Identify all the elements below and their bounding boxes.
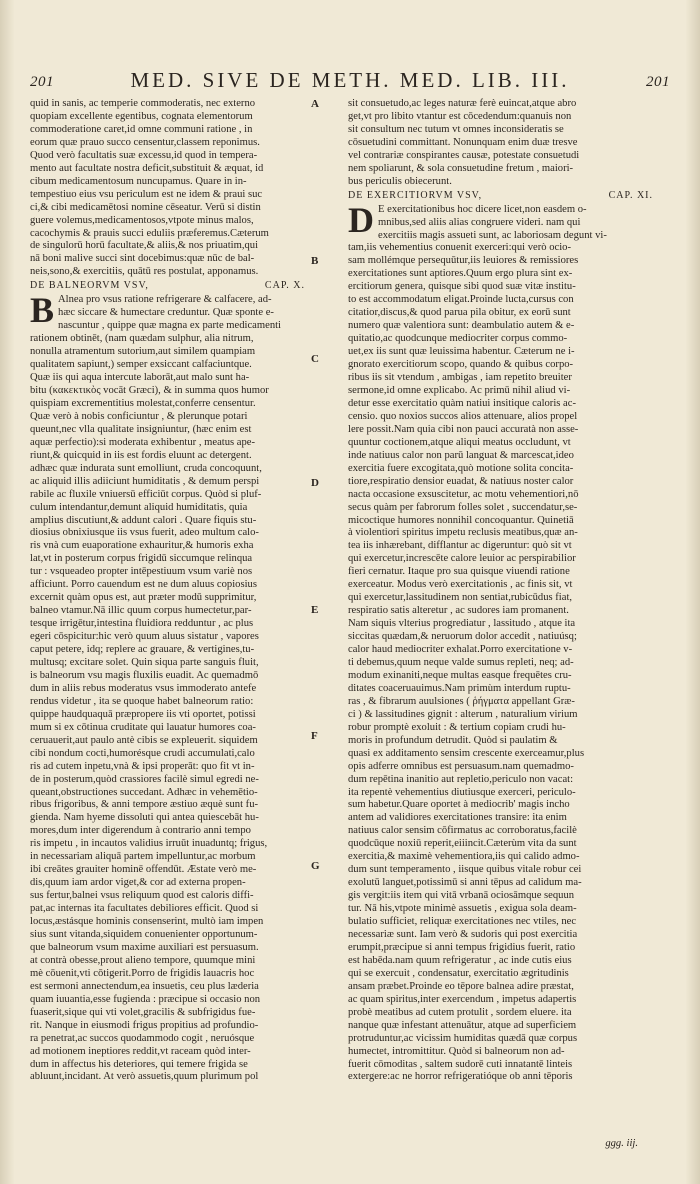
text-line: detur esse exercitatio quàm natiui insitique caloris ac- <box>348 397 576 409</box>
text-line: ribus iis sit vtendum , ambigas , iam repetito breuiter <box>348 372 572 384</box>
text-line: tam,iis vehementius conuenit exerceri:qui verò ocio- <box>348 242 571 254</box>
chapter-number: CAP. X. <box>264 280 305 292</box>
text-line: ita repentè vehementius diutiusque exerceri, periculo- <box>348 786 576 798</box>
section-title: DE BALNEORVM VSV, <box>30 280 149 292</box>
text-line: bulatio sufficiet, reliquæ exercitationes nec vtiles, nec <box>348 916 577 928</box>
text-line: est sermoni annectendum,ea insuetis, ceu plus læderia <box>30 980 259 992</box>
text-line: mnibus,sed aliis alias congruere videri. nam qui <box>378 216 581 228</box>
text-line: à violentiori spiritus impetu reclusis meatibus,quæ an- <box>348 527 578 539</box>
text-line: tea iis inhærebant, difflantur ac digeruntur: quò sit vt <box>348 540 572 552</box>
text-line: inde natiuus calor non parū languat & marcescat,ideo <box>348 449 574 461</box>
page-edge-left <box>0 0 14 1184</box>
text-line: natiuus calor sensim cōfirmatus ac corroboratus,facilè <box>348 825 577 837</box>
text-line: quid in sanis, ac temperie commoderatis, nec externo <box>30 98 256 109</box>
text-line: sum habetur.Quare oportet à mediocrib' magis incho <box>348 799 570 811</box>
text-line: ras , & fibrarum auulsiones ( ῥήγματα appellant Græ- <box>348 695 575 707</box>
text-line: calor haud mediocriter exhalat.Porro exercitatione v- <box>348 644 573 656</box>
text-line: tur. Nā his,vtpote minimè assuetis , exigua sola deam- <box>348 903 577 915</box>
margin-marker-a: A <box>311 98 319 110</box>
text-line: lere possit.Nam quia cibi non pauci accuratà non asse- <box>348 423 579 435</box>
text-line: sermone,id omne explicabo. Ac primū nihil aliud vi- <box>348 384 571 396</box>
text-line: quodcūque noxiū reperit,eiiincit.Cæterùm vita da sunt <box>348 838 577 850</box>
text-line: numero quæ valentiora sunt: deambulatio autem & e- <box>348 320 575 332</box>
running-title: MED. SIVE DE METH. MED. LIB. III. <box>130 68 570 92</box>
text-line: exercitiis magis assueti sunt, ac laboriosam degunt vi- <box>378 229 607 241</box>
text-line: nā boni malive succi sint docebimus:quæ nūc de bal- <box>30 253 255 265</box>
text-line: rationem obtinēt, (nam quædam sulphur, alia nitrum, <box>30 333 254 345</box>
text-line: ibi creātes grauiter hominē offendūt. Æstate verò me- <box>30 864 257 876</box>
text-line: quippe haudquaquā præpropere iis vti oportet, potissi <box>30 708 256 720</box>
text-line: tesque irrigētur,intestina fluidiora redduntur , ac plus <box>30 618 254 630</box>
text-line: to est accommodatum eligat.Proinde lucta,cursus con <box>348 294 574 306</box>
text-line: cibi nondum cocti,humorésque crudi accumulati,calo <box>30 747 255 759</box>
drop-capital: B <box>30 290 55 331</box>
text-line: hæc siccare & humectare creduntur. Quæ sponte e- <box>58 307 274 319</box>
margin-marker-e: E <box>311 604 319 616</box>
text-line: protruduntur,ac vicissim humiditas quædā quæ corpus <box>348 1032 578 1044</box>
margin-marker-b: B <box>311 255 319 267</box>
text-line: pat,ac internas ita facultates debiliores efficit. Quod si <box>30 903 259 915</box>
text-line: humectet, intromittitur. Quòd si balneorum non ad- <box>348 1045 565 1057</box>
text-line: ribus frigoribus, & anni tempore æstiuo æquè sunt fu- <box>30 799 259 811</box>
text-line: Quæ verò à nobis conficiuntur , & plerunque potari <box>30 410 248 422</box>
text-line: que balneorum vsum maxime auxiliari est persuasum. <box>30 941 259 953</box>
text-line: ceruauerit,aut paulo antè cibis se expleuerit. siquidem <box>30 734 258 746</box>
margin-marker-f: F <box>311 730 318 742</box>
text-line: excernit quàm opus est, aut præter modū supprimitur, <box>30 592 257 604</box>
text-line: qui exercetur,lassitudinem non sentiat,rubicūdus fiat, <box>348 592 573 604</box>
text-line: quuntur coctionem,atque aliqui meatus occludunt, vt <box>348 436 571 448</box>
text-line: commoderatione caret,id omne communi ratione , in <box>30 123 253 135</box>
text-line: respiratio satis alteretur , ac sudores iam promanent. <box>348 605 569 617</box>
text-line: vel contrariæ conspirantes causæ, potestate consuetudi <box>348 149 580 161</box>
text-line: Nam siquis vlterius progrediatur , lassitudo , atque ita <box>348 618 576 630</box>
text-line: dis,quum iam ardor viget,& cor ad externa propen- <box>30 877 246 889</box>
text-line: citatior,discus,& quod parua pila obitur, ex eorū sunt <box>348 307 571 319</box>
text-line: lat,vt in posterum corpus frigidū siccumque relinqua <box>30 553 253 565</box>
text-line: gienda. Nam hyeme dissoluti qui antea quiescebāt hu- <box>30 812 259 824</box>
text-line: ci,& cibi medicamētosi nomine cēseatur. Verū si distin <box>30 201 261 213</box>
text-line: nem spoliarunt, & sola consuetudine fretum , maiori- <box>348 162 574 174</box>
text-line: de in posterum,quòd crassiores facilè simul egredi ne- <box>30 773 259 785</box>
text-line: exerceatur. Modus verò exercitationis , ac finis sit, vt <box>348 579 573 591</box>
text-line: amplius discutiunt,& addunt calori . Quare fiquis stu- <box>30 514 257 526</box>
text-line: quasi ex additamento sensim crescente exerceamur,plus <box>348 747 585 759</box>
text-line: tur : vsqueadeo propter intēpestiuum vsum variè nos <box>30 566 253 578</box>
catchword: ggg. iij. <box>605 1138 638 1149</box>
page-edge-right <box>686 0 700 1184</box>
text-line: nacta occasione exsuscitetur, ac motu vehementiori,nō <box>348 488 579 500</box>
text-line: rit. Nanque in eiusmodi frigus propitius ad profundio- <box>30 1019 259 1031</box>
text-line: fuaserit,sique qui vti volet,gracilis & subfrigidus fue- <box>30 1006 256 1018</box>
text-line: nascuntur , quippe quæ magna ex parte medicamenti <box>58 320 282 332</box>
text-line: ris impetu , in incautos validius irruūt inuaduntq; frigus, <box>30 838 268 850</box>
text-line: queant,obstructiones succedant. Adhæc in vehemētio- <box>30 786 258 798</box>
text-line: rendus videtur , ita se quoque habet balneorum ratio: <box>30 695 254 707</box>
text-line: antem ad validiores exercitationes transire: ita enim <box>348 812 567 824</box>
section-heading-balneorum <box>30 280 305 293</box>
text-line: egeri cōspicitur:hic verò quum aluus sistatur , vapores <box>30 631 259 643</box>
text-line: ansam præbet.Proinde eo tēpore balnea adire præstat, <box>348 980 574 992</box>
text-line: exercitationes sunt aptiores.Quum ergo plura sint ex- <box>348 268 573 280</box>
folio-right: 201 <box>646 74 670 90</box>
right-column <box>348 98 653 1138</box>
section-title: DE EXERCITIORVM VSV, <box>348 189 483 201</box>
text-line: mores,dum inter digerendum à contrario anni tempo <box>30 825 251 837</box>
text-line: uet,ex iis sunt quæ leuissima habentur. Cæterum ne i- <box>348 346 575 358</box>
text-line: quam iuuantia,esse fugienda : præcipue si occasio non <box>30 993 261 1005</box>
section-heading-exercitiorum <box>348 190 653 203</box>
text-line: siccitas quædam,& neruorum dolor accedit , natiuúsq; <box>348 631 577 643</box>
text-line: cibum medicamentosum nuncupamus. Quare in in- <box>30 175 247 187</box>
text-line: sit consuetudo,ac leges naturæ ferè euincat,atque abro <box>348 98 577 109</box>
text-line: ad motionem ineptiores reddit,vt raceam quòd inter- <box>30 1045 251 1057</box>
left-column <box>30 98 305 1138</box>
text-line: qui exercetur,increscēte calore leuior ac perspirabilior <box>348 553 576 565</box>
text-line: rabile ac fluxile vniuersū efficiūt corpus. Quòd si pluf- <box>30 488 262 500</box>
text-line: bitu (κακεκτικὸς vocāt Græci), & in summa quos humor <box>30 384 269 396</box>
text-line: extergere:ac ne horror refrigeratióque ob anni tēporis <box>348 1071 573 1083</box>
text-line: adhæc quæ indurata sunt emolliunt, cruda concoquunt, <box>30 462 262 474</box>
text-line: ac quam spiritus,inter exercendum , impetus adapertis <box>348 993 577 1005</box>
text-line: ris vnà cum euaporatione exhauritur,& humoris exha <box>30 540 254 552</box>
text-line: mento aut facultate nostra deficit,substituit & æquat, id <box>30 162 264 174</box>
text-line: at contrà obesse,prout alieno tempore, quumque mini <box>30 954 256 966</box>
text-line: tempestiuo eius vsu periculum est ne idem & praui suc <box>30 188 263 200</box>
text-line: queunt,nec vlla qualitate insigniuntur, (hæc enim est <box>30 423 252 435</box>
text-line: caput petere, idq; replere ac grauare, & vertigines,tu- <box>30 644 255 656</box>
text-line: sit consultum nec tutum vt omnes inconsideratis se <box>348 123 564 135</box>
text-line: est habēda.nam quum refrigeratur , ac inde cutis eius <box>348 954 572 966</box>
text-line: dum repētina inanitio aut repletio,periculo non vacat: <box>348 773 574 785</box>
text-line: sus fertur,balnei vsus reliquum quod est caloris diffi- <box>30 890 254 902</box>
text-line: necessariæ sunt. Iam verò & sudoris qui post exercitia <box>348 929 578 940</box>
text-line: robur promptè exoluit : & tertium copiam crudi hu- <box>348 721 566 733</box>
text-line: in necessariam aliquā partem impelluntur,ac morbum <box>30 851 256 863</box>
text-line: is balneorum vsu magis fluxilis euadit. Ac quemadmō <box>30 669 259 681</box>
text-line: nanque quæ infestant attenuātur, atque ad superficiem <box>348 1019 577 1031</box>
text-line: ti debemus,quum neque valde sumus repleti, neq; ad- <box>348 656 574 668</box>
text-line: ci ) & lassitudines gignit : alterum , naturalium virium <box>348 708 578 720</box>
text-line: bus periculis obiecerunt. <box>348 175 452 187</box>
text-line: guere volemus,medicamentosos,vtpote minus malos, <box>30 214 254 226</box>
text-line: dum sunt temperamento , iisque quibus vitale robur cei <box>348 864 582 876</box>
text-line: exercitia fuere excogitata,quò motione solita concita- <box>348 462 574 474</box>
text-line: moris in profundum detrudit. Quòd si paulatim & <box>348 734 558 746</box>
text-line: de singulorū horū facultate,& aliis,& nos priuatim,qui <box>30 240 259 252</box>
text-line: Alnea pro vsus ratione refrigerare & calfacere, ad- <box>58 294 272 306</box>
text-line: balneo vtamur.Nā illic quum corpus humectetur,par- <box>30 605 252 617</box>
text-line: quitatio,ac quodcunque mediocriter corpus commo- <box>348 333 568 345</box>
text-line: mè cōuenit,vti cōtigerit.Porro de frigidis lauacris hoc <box>30 967 255 979</box>
folio-left: 201 <box>30 74 54 90</box>
text-line: tiore,respiratio densior euadat, & natiuus noster calor <box>348 475 574 487</box>
text-line: exercitia,& maximè vehementiora,iis qui calido admo- <box>348 851 580 863</box>
text-line: micoctique humores nonnihil concoquantur. Quinetiā <box>348 514 574 526</box>
text-line: eorum quæ prauo succo censentur,classem reponimus. <box>30 136 260 148</box>
text-line: fieri cernatur. Itaque pro sua quisque viuendi ratione <box>348 566 570 578</box>
text-line: locus,æstásque hominis consenserint, multò iam impen <box>30 916 264 928</box>
text-line: riunt,& quicquid in iis est fordis eluunt ac detergent. <box>30 449 252 461</box>
text-line: ac aliquid illis adiiciunt humiditatis , & demum perspi <box>30 475 260 487</box>
text-line: gnorato exercitiorum scopo, quando & quibus corpo- <box>348 359 574 371</box>
text-line: mum si ex cōtinua cruditate qui lauatur humores coa- <box>30 721 256 733</box>
text-line: E exercitationibus hoc dicere licet,non easdem o- <box>378 203 587 215</box>
text-line: ercitiorum genera, quisque sibi quod suæ vitæ institu- <box>348 281 576 293</box>
text-line: modum exinaniti,neque multas easque frequētes cru- <box>348 669 572 681</box>
text-line: multusq; excitare solet. Quin siqua parte sanguis fluit, <box>30 656 259 668</box>
text-line: quopiam excellente egentibus, cognata elementorum <box>30 110 253 122</box>
text-line: sam mollémque persequūtur,iis leuiores & remissiores <box>348 255 579 267</box>
text-line: quispiam excrementitius molestat,conferre censentur. <box>30 397 256 409</box>
text-line: fuerit cōmoditas , saltem sudorē cuti innatantē linteis <box>348 1058 573 1070</box>
text-line: cōsuetudini committant. Nonunquam enim duæ tresve <box>348 136 578 148</box>
text-line: exolutū languet,potissimū si anni tēpus ad calidum ma- <box>348 877 582 889</box>
text-line: qui se exercuit , condensatur, exercitatio ægritudinis <box>348 967 569 979</box>
text-line: get,vt pro libito vtantur est cōcedendum:quanuis non <box>348 110 572 122</box>
text-line: cacochymis & prauis succi eduliis præferemus.Cæterum <box>30 227 269 239</box>
text-line: dum in aliis rebus moderatus vsus immoderato antefe <box>30 682 257 694</box>
text-line: gis vergit:iis item qui vitā vrbanā ociosāmque sequun <box>348 890 575 902</box>
text-line: Quæ iis qui aqua intercute laborāt,aut malo sunt ha- <box>30 372 250 384</box>
text-line: ditates coaceruauimus.Nam primùm interdum ruptu- <box>348 682 571 694</box>
text-line: nonulla atramentum sutorium,aut similem quampiam <box>30 346 256 358</box>
text-line: aquæ perfectio):si moderata exhibentur , meatus ape- <box>30 436 256 448</box>
text-line: erumpit,præcipue si anni tempus frigidius fuerit, ratio <box>348 941 576 953</box>
text-line: sius sunt vitanda,siquidem conuenienter opportunum- <box>30 929 258 940</box>
text-line: dum in affectus his deteriores, qui temere frigida se <box>30 1058 248 1070</box>
text-line: afficiunt. Porro cauendum est ne dum aluus copiosius <box>30 579 257 591</box>
margin-marker-c: C <box>311 353 319 365</box>
page-header <box>30 68 670 96</box>
text-line: probè meatibus ad cutem protulit , sordem eluere. ita <box>348 1006 572 1018</box>
text-line: neis,sono,& exercitiis, quātū res postulat, apponamus. <box>30 266 259 278</box>
text-line: censio. quo noxios succos alios attenuare, alios propel <box>348 410 578 422</box>
text-line: ris ad cutem inpetu,vnà & ipsi properāt: quo fit vt in- <box>30 760 255 772</box>
text-line: qualitatem sapiunt,) semper exsiccant calfaciuntque. <box>30 359 252 371</box>
drop-capital: D <box>348 199 374 240</box>
text-line: culum intendantur,demunt aliquid humiditatis, quia <box>30 501 248 513</box>
text-line: abluunt,incidant. At verò assuetis,quum plurimum pol <box>30 1071 259 1083</box>
chapter-number: CAP. XI. <box>608 189 653 201</box>
text-line: ra penetrat,ac succos quodammodo cogit , neruósque <box>30 1032 255 1044</box>
text-line: Quod verò facultatis suæ excessu,id quod in tempera- <box>30 149 258 161</box>
text-line: diosius obnixiusque iis vsus fuerit, adeo multum calo- <box>30 527 259 539</box>
text-line: opis adferre omnibus est persuasum.nam quemadmo- <box>348 760 574 772</box>
text-line: secus quàm per fabrorum folles solet , succendatur,se- <box>348 501 578 513</box>
margin-marker-d: D <box>311 477 319 489</box>
margin-marker-g: G <box>311 860 320 872</box>
